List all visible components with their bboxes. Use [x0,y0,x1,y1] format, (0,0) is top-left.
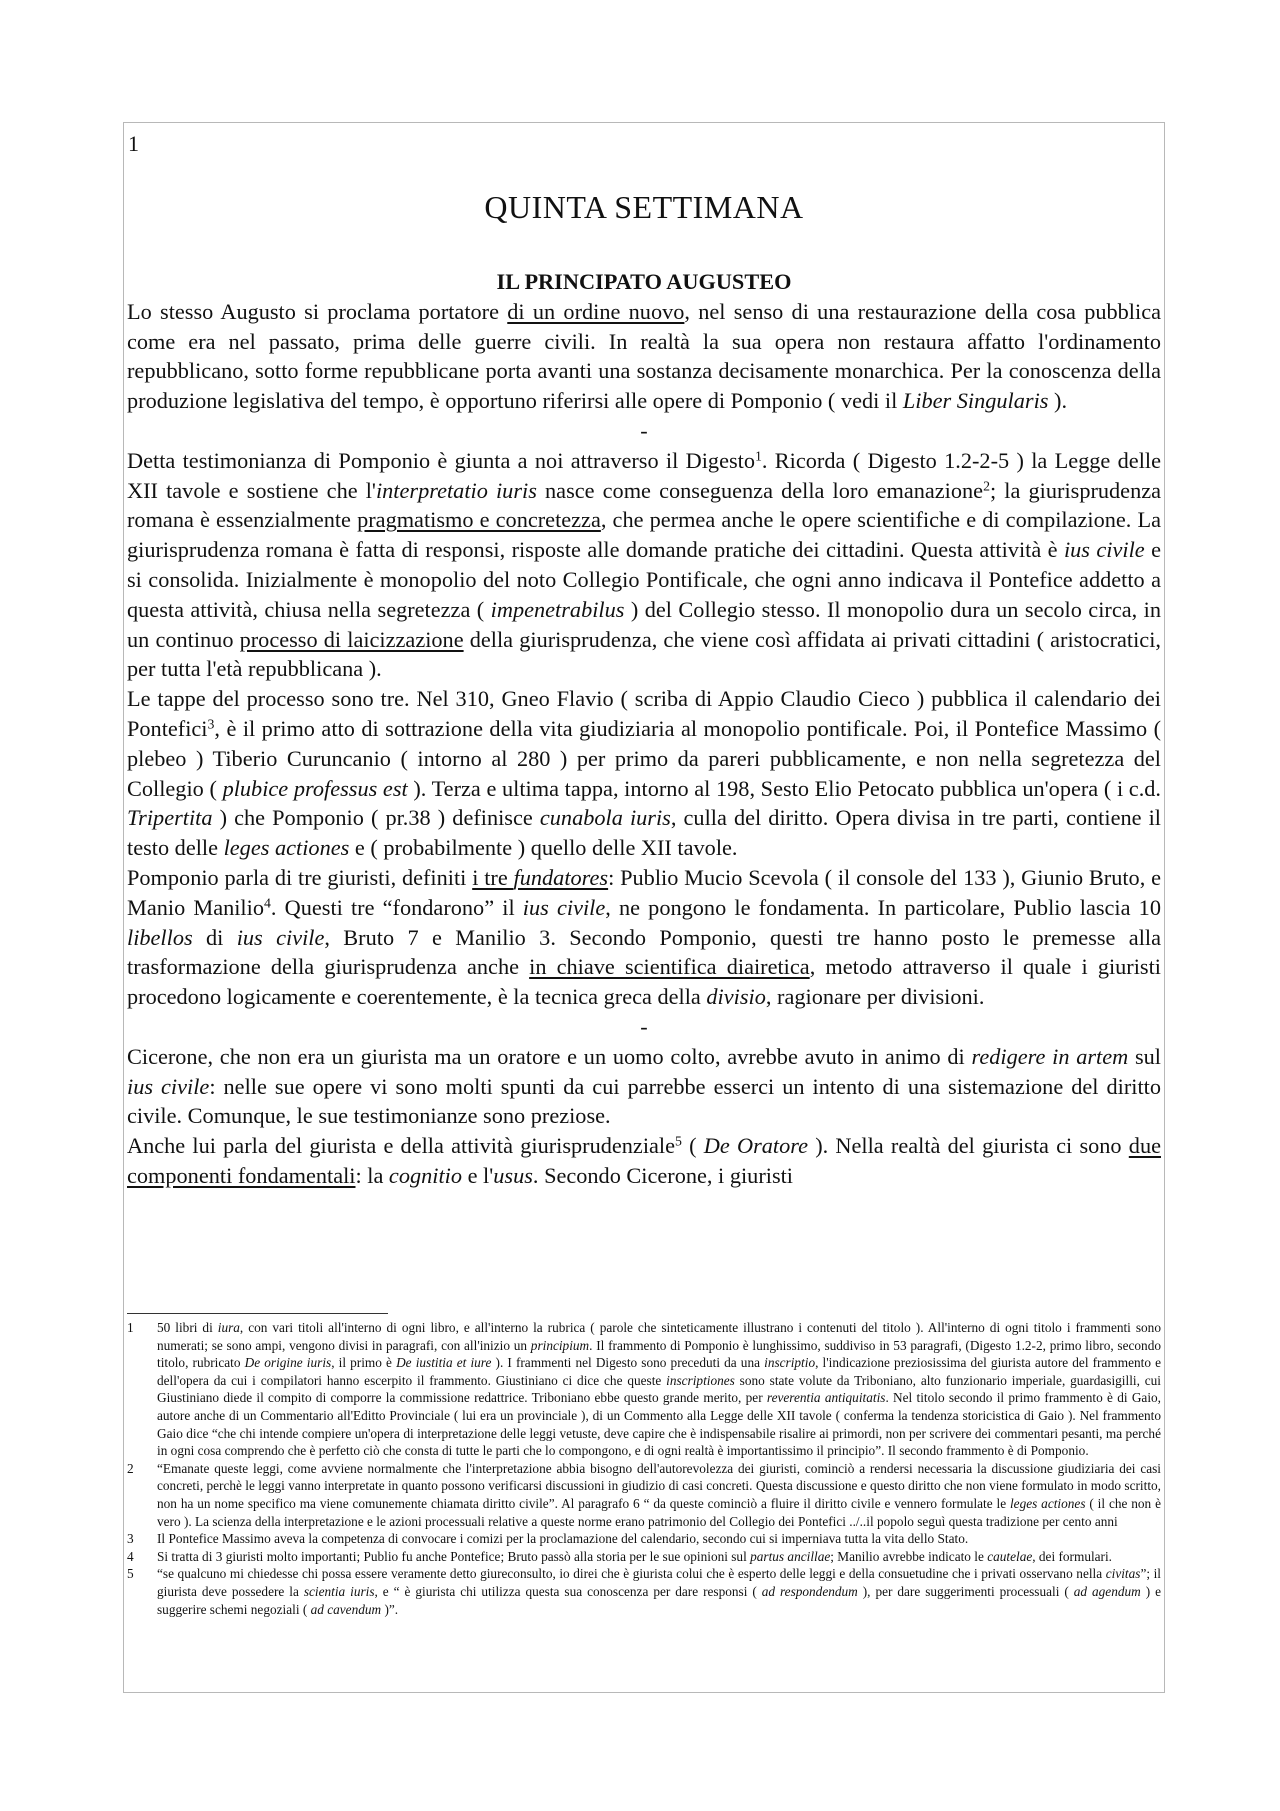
text-run: , l'indicazione preziosissima del giurista autore del frammento e dell'opera da cui i compilatori hanno escerpito il frammento. Giustiniano ci dice che queste [157,1355,1161,1388]
italic-text: ius civile [127,1073,210,1099]
italic-text: Tripertita [127,805,213,831]
italic-text: De Oratore [703,1133,808,1159]
footnotes [127,1319,1161,1618]
italic-text: leges actiones [223,835,350,861]
footnote-number: 4 [127,1548,134,1564]
footnote-ref[interactable]: 4 [263,895,271,911]
text-run: Cicerone, che non era un giurista ma un oratore e un uomo colto, avrebbe avuto in animo di [127,1043,972,1069]
text-run: : nelle sue opere vi sono molti spunti da cui parrebbe esserci un intento di una sistemazione del diritto civile. Comunque, le sue testimonianze sono preziose. [127,1073,1161,1129]
footnote-number: 2 [127,1460,134,1476]
footnote-number: 1 [127,1320,134,1335]
text-run: ( il che non è vero ). La scienza della interpretazione e le azioni processuali relative a queste norme erano patrimonio del Collegio dei Pontefici ../..il popolo seguì questa tradizione per cento anni [157,1495,1161,1529]
text-run: sul [1128,1043,1161,1069]
footnote-ref[interactable]: 2 [983,477,990,493]
footnote-text [157,1530,1161,1548]
italic-text: iura [217,1320,240,1335]
text-run: , con vari titoli all'interno di ogni libro, e all'interno la rubrica ( parole che sinteticamente illustrano i contenuti del titolo ). All'interno di ogni titolo i frammenti sono numerati; se sono ampi, vengono divisi in paragrafi, con all'inizio un [157,1320,1161,1353]
text-run: , culla del diritto. Opera divisa in tre parti, contiene il testo delle [127,805,1161,861]
text-run: . Secondo Cicerone, i giuristi [532,1162,794,1188]
italic-text: divisio [706,984,766,1010]
page-title: QUINTA SETTIMANA [484,189,804,225]
italic-text: cautelae [987,1548,1033,1564]
text-run: , ne pongono le fondamenta. In particolare, Publio lascia 10 [605,894,1161,920]
footnote-text [157,1460,1161,1530]
italic-text: ius civile [1063,537,1145,563]
text-run: , ragionare per divisioni. [765,984,985,1010]
footnote [127,1319,1161,1460]
text-run: 50 libri di [157,1320,218,1335]
footnote-number: 5 [127,1566,134,1582]
italic-text: impenetrabilus [490,596,625,622]
document-page [123,122,1165,1693]
footnote-separator [127,1313,388,1314]
text-run: . Questi tre “fondarono” il [270,894,523,920]
text-run: : Publio Mucio Scevola ( il console del 133 ), Giunio Bruto, e Manio Manilio [127,864,1161,920]
italic-text: plubice professus est [222,775,408,801]
footnote-text [157,1319,1161,1460]
separator: - [640,1013,648,1039]
text-run: ; Manilio avrebbe indicato le [830,1548,988,1564]
footnote-number: 3 [127,1531,134,1547]
text-run: Le tappe del processo sono tre. Nel 310, Gneo Flavio ( scriba di Appio Claudio Cieco ) pubblica il calendario dei Pontefici [127,686,1161,741]
italic-text: usus [493,1162,533,1188]
text-run: di [192,924,237,950]
text-run: ). Terza e ultima tappa, intorno al 198, Sesto Elio Petocato pubblica un'opera ( i c.d. [407,775,1161,801]
underlined-text: processo di laicizzazione [239,626,464,652]
underlined-text: in chiave scientifica diairetica [529,954,810,980]
text-run: , è il primo atto di sottrazione della vita giudiziaria al monopolio pontificale. Poi, il Pontefice Massimo ( plebeo ) Tiberio Curuncanio ( intorno al 280 ) per primo da pareri pubblicamente, e non nella segretezza del Collegio ( [127,715,1161,801]
text-run: ). I frammenti nel Digesto sono preceduti da una [491,1355,765,1371]
text-run: “Emanate queste leggi, come avviene normalmente che l'interpretazione abbia bisogno dell'autorevolezza dei giuristi, cominciò a rendersi necessaria la discussione giudiziaria dei casi concreti, perchè le leggi vanno interpretate in quanto possono verificarsi discussioni in giudizio di casi concreti. Questa discussione e questo diritto che non viene formulato in modo scritto, non ha un nome specifico ma viene comunemente chiamata diritto civile”. Al paragrafo 6 “ da queste cominciò a fluire il diritto civile e vennero formulate le [157,1460,1161,1511]
text-run: , che permea anche le opere scientifiche e di compilazione. La giurisprudenza romana è fatta di responsi, risposte alle domande pratiche dei cittadini. Questa attività è [127,507,1162,563]
underlined-text: i tre [472,864,514,890]
text-run: , e “ è giurista chi utilizza questa sua conoscenza per dare responsi ( [374,1583,762,1599]
text-run: Detta testimonianza di Pomponio è giunta a noi attraverso il Digesto [127,447,755,473]
paragraph-intro [127,297,1161,416]
footnote-ref[interactable]: 3 [207,716,215,732]
paragraph-pomponio [127,446,1161,684]
page-number: 1 [128,131,139,156]
footnote-text [157,1565,1161,1618]
italic-text: Liber Singularis [902,388,1049,414]
footnote [127,1565,1161,1618]
footnote-ref[interactable]: 5 [675,1133,682,1149]
footnote [127,1548,1161,1566]
italic-text: interpretatio iuris [375,477,537,503]
paragraph-fundatores [127,863,1161,1012]
footnote-ref[interactable]: 1 [755,448,762,464]
text-run: Anche lui parla del giurista e della attività giurisprudenziale [127,1133,676,1159]
italic-text: ius civile [522,894,606,920]
italic-text: leges actiones [1009,1495,1086,1511]
underlined-text: di un ordine nuovo [507,298,685,324]
underlined-text: due componenti fondamentali [127,1133,1161,1188]
text-run: , nel senso di una restaurazione della cosa pubblica come era nel passato, prima delle guerre civili. In realtà la sua opera non restaura affatto l'ordinamento repubblicano, sotto forme repubblicane porta avanti una sostanza decisamente monarchica. Per la conoscenza della produzione legislativa del tempo, è opportuno riferirsi alle opere di Pomponio ( vedi il [127,298,1161,414]
body-text [127,267,1161,1191]
text-run: ) e suggerire schemi negoziali ( [157,1583,1161,1617]
underlined-text: pragmatismo e concretezza [357,507,601,533]
text-run: e l' [462,1162,494,1188]
text-run: , metodo attraverso il quale i giuristi procedono logicamente e coerentemente, è la tecnica greca della [127,954,1161,1010]
text-run: , il primo è [331,1355,397,1371]
text-run: Lo stesso Augusto si proclama portatore [127,298,508,324]
italic-text: principium [530,1337,590,1353]
italic-text: inscriptio [764,1355,816,1371]
text-run: ) che Pomponio ( pr.38 ) definisce [212,805,540,831]
text-run: “se qualcuno mi chiedesse chi possa essere veramente detto giureconsulto, io direi che è giurista colui che è esperto delle leggi e della consuetudine che i privati osservano nella [157,1566,1106,1582]
italic-text: cognitio [388,1162,462,1188]
text-run: )”. [381,1601,399,1617]
italic-text: ad agendum [1073,1583,1141,1599]
italic-text: ad cavendum [310,1601,382,1617]
italic-text: libellos [127,924,193,950]
text-run: e ( probabilmente ) quello delle XII tavole. [349,835,738,861]
italic-text: ad respondendum [761,1583,858,1599]
text-run: e si consolida. Inizialmente è monopolio del noto Collegio Pontificale, che ogni anno indicava il Pontefice addetto a questa attività, chiusa nella segretezza ( [127,537,1161,622]
italic-text: redigere in artem [971,1043,1129,1069]
italic-text: De iustitia et iure [396,1355,492,1371]
text-run: ”; il giurista deve possedere la [157,1566,1161,1599]
footnote [127,1460,1161,1530]
text-run: , dei formulari. [1032,1548,1113,1564]
text-run: , Bruto 7 e Manilio 3. Secondo Pomponio, questi tre hanno posto le premesse alla trasformazione della giurisprudenza anche [127,924,1161,980]
text-run: della giurisprudenza, che viene così affidata ai privati cittadini ( aristocratici, per tutta l'età repubblicana ). [127,626,1161,682]
footnote [127,1530,1161,1548]
italic-text: inscriptiones [666,1372,735,1388]
text-run: sono state volute da Triboniano, alto funzionario imperiale, guardasigilli, cui Giustiniano diede il compito di comporre la commissione redattrice. Triboniano ebbe questo grande merito, per [157,1372,1161,1406]
text-run: Si tratta di 3 giuristi molto importanti; Publio fu anche Pontefice; Bruto passò alla storia per le sue opinioni sul [157,1548,751,1564]
italic-text: partus ancillae [750,1548,831,1564]
separator: - [640,417,648,443]
text-run: . Il frammento di Pomponio è lunghissimo, suddiviso in 53 paragrafi, (Digesto 1.2-2, primo libro, secondo titolo, rubricato [157,1337,1161,1371]
text-run: Il Pontefice Massimo aveva la competenza di convocare i comizi per la proclamazione del calendario, secondo cui si imperniava tutta la vita dello Stato. [157,1531,969,1547]
paragraph-giurista [127,1131,1161,1191]
italic-text: scientia iuris [303,1583,375,1599]
text-run: nasce come conseguenza della loro emanazione [536,477,984,503]
text-run: ). Nella realtà del giurista ci sono [808,1133,1129,1159]
italic-text: civitas [1105,1566,1141,1582]
text-run: . Ricorda ( Digesto 1.2-2-5 ) la Legge delle XII tavole e sostiene che l' [127,447,1161,503]
text-run: : la [355,1162,389,1188]
text-run: ). [1048,388,1068,414]
text-run: Pomponio parla di tre giuristi, definiti [127,864,473,890]
paragraph-tappe [127,684,1161,863]
text-run: . Nel titolo secondo il primo frammento è di Gaio, autore anche di un Commentario all'Editto Provinciale ( lui era un provinciale ), di un Commento alla Legge delle XII tavole ( conferma la tendenza storicistica di Gaio ). Nel frammento Gaio dice “che chi intende compiere un'opera di interpretazione delle leggi vetuste, deve capire che è indispensabile risalire ai primordi, non per scrivere dei commentari pesanti, ma perché in ogni cosa comprendo che è perfetto ciò che consta di tutte le parti che lo compongono, e di ogni realtà è importantissimo il principio”. Il secondo frammento è di Pomponio. [157,1390,1161,1459]
underlined-italic-text: fundatores [513,864,609,890]
italic-text: cunabola iuris [539,805,671,831]
italic-text: reverentia antiquitatis [766,1390,886,1406]
paragraph-cicerone [127,1042,1161,1131]
section-heading: IL PRINCIPATO AUGUSTEO [496,269,792,294]
text-run: ( [681,1133,704,1159]
text-run: ), per dare suggerimenti processuali ( [857,1583,1074,1599]
italic-text: De origine iuris [244,1355,332,1371]
text-run: ; la giurisprudenza romana è essenzialmente [127,477,1162,533]
text-run: ) del Collegio stesso. Il monopolio dura un secolo circa, in un continuo [127,596,1161,652]
footnote-text [157,1548,1161,1566]
italic-text: ius civile [236,924,325,950]
